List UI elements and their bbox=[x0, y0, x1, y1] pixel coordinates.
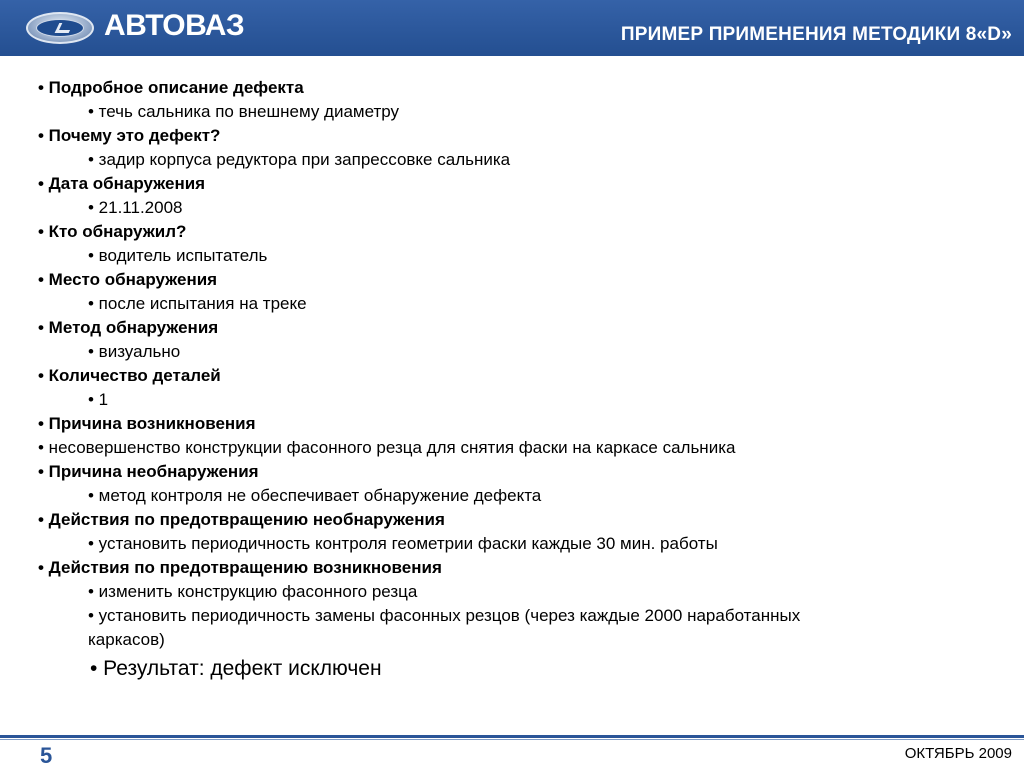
lada-boat-logo-icon bbox=[26, 12, 94, 44]
list-item: • Количество деталей bbox=[38, 366, 221, 385]
list-item: • Действия по предотвращению возникновения bbox=[38, 558, 442, 577]
list-item: • 1 bbox=[88, 390, 109, 409]
list-item: • Действия по предотвращению необнаружения bbox=[38, 510, 445, 529]
list-item: • Дата обнаружения bbox=[38, 174, 206, 193]
footer-divider bbox=[0, 735, 1024, 738]
header-bar bbox=[0, 0, 1024, 56]
list-item: • 21.11.2008 bbox=[88, 198, 183, 217]
brand-name: АВТОВАЗ bbox=[104, 9, 245, 42]
footer-date: ОКТЯБРЬ 2009 bbox=[904, 745, 1012, 762]
list-item: • Подробное описание дефекта bbox=[38, 78, 304, 97]
page-number: 5 bbox=[40, 743, 53, 768]
list-item: • Почему это дефект? bbox=[38, 126, 221, 145]
list-item: • Кто обнаружил? bbox=[38, 222, 187, 241]
list-item: • Метод обнаружения bbox=[38, 318, 219, 337]
slide-title: ПРИМЕР ПРИМЕНЕНИЯ МЕТОДИКИ 8«D» bbox=[620, 24, 1012, 45]
list-item: • установить периодичность замены фасонных резцов (через каждые 2000 наработанных каркасов) bbox=[88, 606, 801, 649]
list-item: • Место обнаружения bbox=[38, 270, 218, 289]
list-item: • метод контроля не обеспечивает обнаружение дефекта bbox=[88, 486, 542, 505]
list-item: • течь сальника по внешнему диаметру bbox=[88, 102, 400, 121]
list-item: • изменить конструкцию фасонного резца bbox=[88, 582, 418, 601]
list-item: • несовершенство конструкции фасонного резца для снятия фаски на каркасе сальника bbox=[38, 438, 736, 457]
list-item: • после испытания на треке bbox=[88, 294, 307, 313]
content-list bbox=[36, 76, 996, 684]
list-item: • задир корпуса редуктора при запрессовке сальника bbox=[88, 150, 511, 169]
footer-divider-thin bbox=[0, 739, 1024, 740]
list-item: • водитель испытатель bbox=[88, 246, 268, 265]
list-item: • установить периодичность контроля геометрии фаски каждые 30 мин. работы bbox=[88, 534, 718, 553]
list-item: • визуально bbox=[88, 342, 181, 361]
list-item: • Причина необнаружения bbox=[38, 462, 259, 481]
list-item: • Причина возникновения bbox=[38, 414, 256, 433]
result-text: • Результат: дефект исключен bbox=[90, 657, 382, 680]
